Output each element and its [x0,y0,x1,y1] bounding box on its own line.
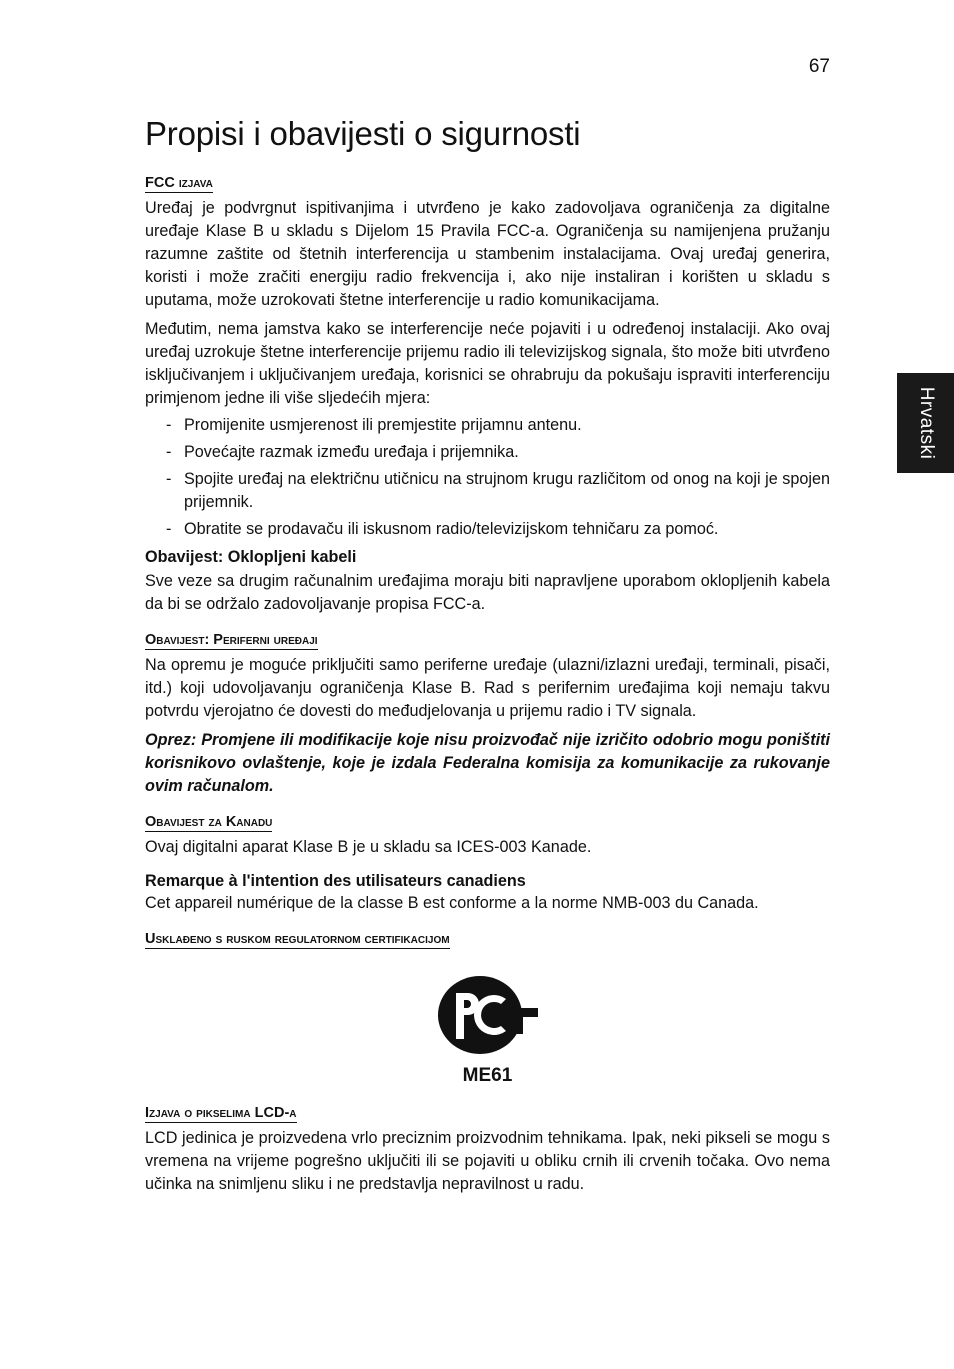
canada-heading: Obavijest za Kanadu [145,814,273,830]
shielded-cables-text: Sve veze sa drugim računalnim uređajima moraju biti napravljene uporabom oklopljenih kabela da bi se održalo zadovoljavanje propisa FCC-a. [145,572,830,613]
language-side-tab [897,373,954,473]
fcc-heading: FCC izjava [145,175,213,191]
bullet-dash: - [166,416,172,434]
canada-french-heading: Remarque à l'intention des utilisateurs canadiens [145,872,526,890]
canada-text: Ovaj digitalni aparat Klase B je u skladu sa ICES-003 Kanade. [145,838,592,856]
caution-text: Oprez: Promjene ili modifikacije koje nisu proizvođač nije izričito odobrio mogu poništiti korisnikovo ovlaštenje, koje je izdala Federalna komisija za komunikacije za rukovanje ovim računalom. [145,731,830,795]
page-title: Propisi i obavijesti o sigurnosti [145,115,581,152]
pct-certification-logo [145,975,830,1087]
fcc-paragraph-2: Međutim, nema jamstva kako se interferencije neće pojaviti i u određenoj instalaciji. Ako ovaj uređaj uzrokuje štetne interferencije prijemu radio ili televizijskog signala, što može biti utvrđeno isključivanjem i uključivanjem uređaja, korisnici se ohrabruju da pokušaju ispraviti interferenciju primjenom jedne ili više sljedećih mjera: [145,320,830,407]
list-item-text: Povećajte razmak između uređaja i prijemnika. [184,443,519,461]
list-item [145,441,830,464]
russian-certification-heading: Usklađeno s ruskom regulatornom certifikacijom [145,931,450,947]
canada-french-text: Cet appareil numérique de la classe B est conforme a la norme NMB-003 du Canada. [145,894,759,912]
list-item [145,414,830,437]
pct-logo-icon [436,975,540,1055]
shielded-cables-heading: Obavijest: Oklopljeni kabeli [145,548,357,566]
list-item [145,468,830,514]
fcc-measures-list [145,414,830,541]
bullet-dash: - [166,470,172,488]
list-item-text: Obratite se prodavaču ili iskusnom radio/televizijskom tehničaru za pomoć. [184,520,719,538]
language-side-tab-label: Hrvatski [915,386,937,460]
lcd-pixel-heading: Izjava o pikselima LCD-a [145,1105,297,1121]
bullet-dash: - [166,520,172,538]
logo-caption: ME61 [462,1065,513,1086]
list-item-text: Spojite uređaj na električnu utičnicu na strujnom krugu različitom od onog na koji je spojen prijemnik. [184,470,830,511]
page-number: 67 [808,56,830,77]
bullet-dash: - [166,443,172,461]
page-content [145,112,830,1202]
peripherals-heading: Obavijest: Periferni uređaji [145,632,318,648]
list-item-text: Promijenite usmjerenost ili premjestite prijamnu antenu. [184,416,582,434]
fcc-paragraph-1: Uređaj je podvrgnut ispitivanjima i utvrđeno je kako zadovoljava ograničenja za digitalne uređaje Klase B u skladu s Dijelom 15 Pravila FCC-a. Ograničenja su namijenjena pružanju razumne zaštite od štetnih interferencija u stambenim instalacijama. Ovaj uređaj generira, koristi i može zračiti energiju radio frekvencija i, ako nije instaliran i korišten u skladu s uputama, može uzrokovati štetne interferencije u radio komunikacijama. [145,199,830,309]
lcd-pixel-text: LCD jedinica je proizvedena vrlo preciznim proizvodnim tehnikama. Ipak, neki pikseli se mogu s vremena na vrijeme pogrešno uključiti ili se pojaviti u obliku crnih ili crvenih točaka. Ovo nema učinka na snimljenu sliku i ne predstavlja nepravilnost u radu. [145,1129,830,1193]
peripherals-text: Na opremu je moguće priključiti samo periferne uređaje (ulazni/izlazni uređaji, terminali, pisači, itd.) koji udovoljavanju ograničenja Klase B. Rad s perifernim uređajima koji nemaju takvu potvrdu vjerojatno će dovesti do međudjelovanja u prijemu radio i TV signala. [145,656,830,720]
list-item [145,518,830,541]
